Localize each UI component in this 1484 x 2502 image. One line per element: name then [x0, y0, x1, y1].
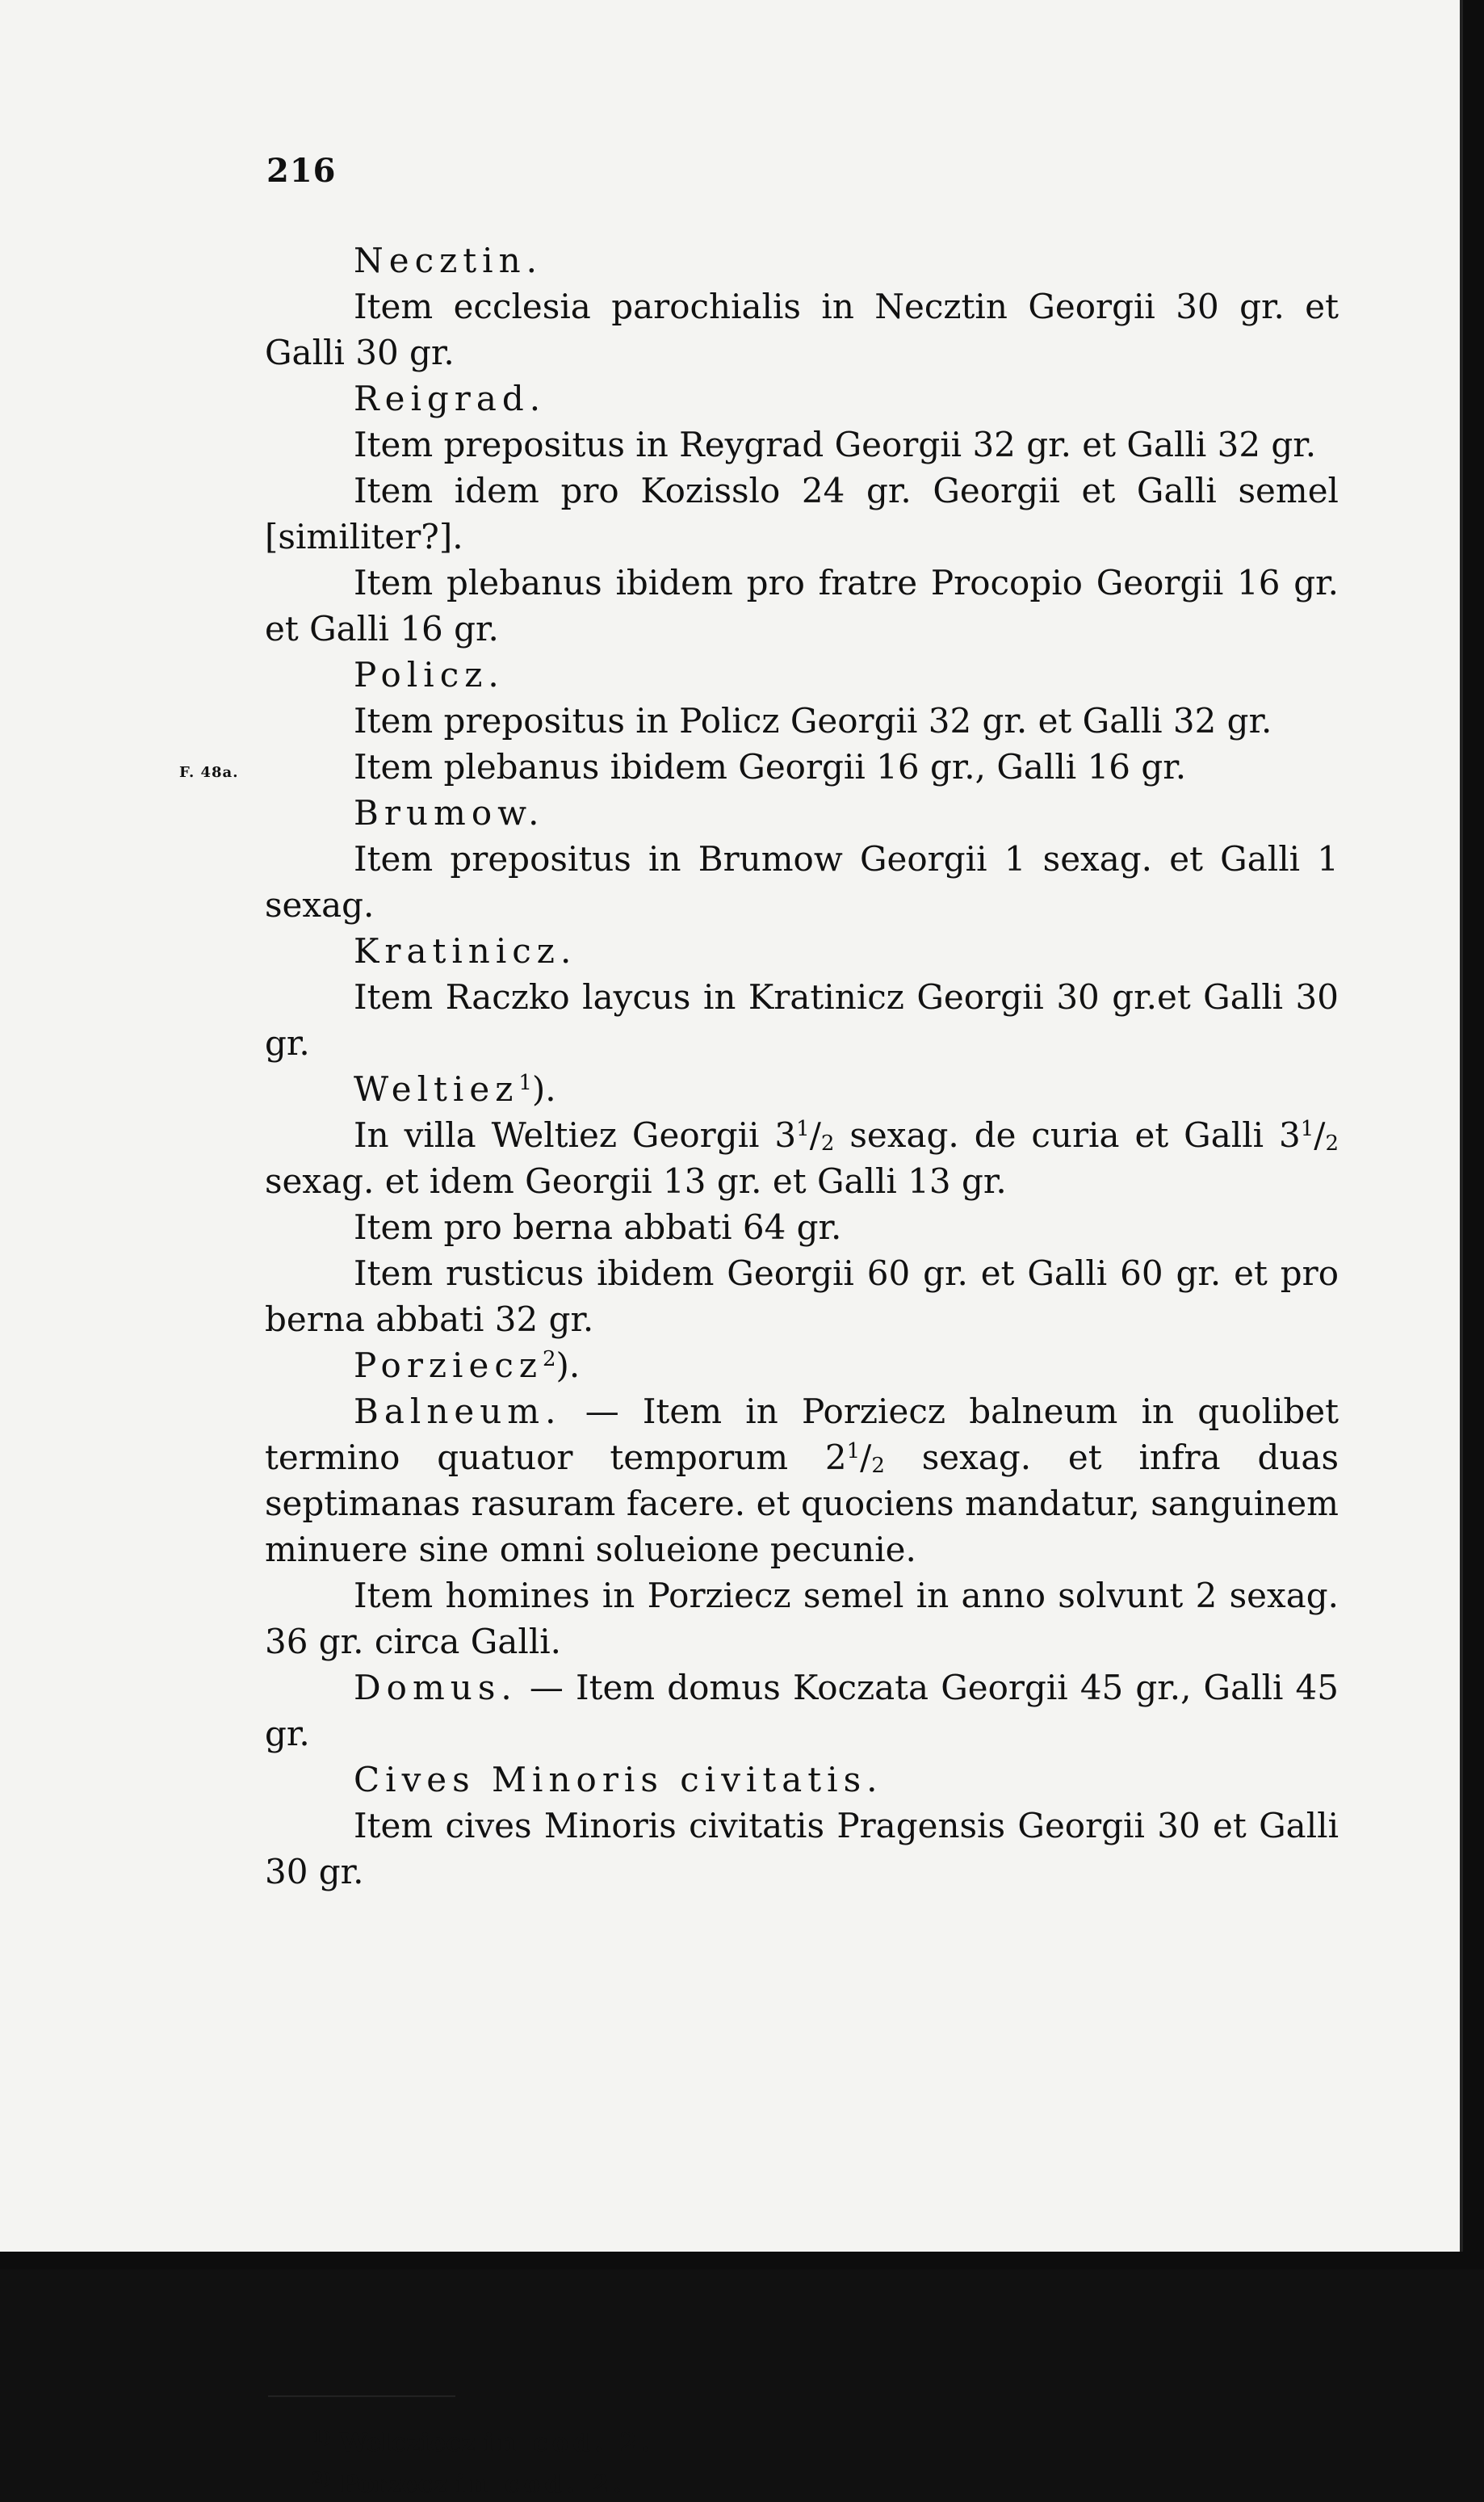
heading-porziecz-title: Porziecz: [354, 1345, 543, 1385]
footnotes: [312, 2420, 654, 2502]
footnote-mark-paren: ): [323, 2468, 332, 2488]
footnote-ref-2: 2: [543, 1347, 556, 1371]
footnote-mark-number: 1: [312, 2427, 324, 2447]
scan-edge-right: [1463, 0, 1484, 2269]
footnote-text: Porzecz: [339, 2470, 456, 2499]
fraction-slash: /: [860, 1438, 872, 1477]
entry-porziecz-domus: [265, 1665, 1339, 1757]
entry-porziecz-2: Item homines in Porziecz semel in anno solvunt 2 sexag. 36 gr. circa Galli.: [265, 1576, 1339, 1661]
entry-necztin-1: Item ecclesia parochialis in Necztin Georgii 30 gr. et Galli 30 gr.: [265, 287, 1339, 372]
domus-label: Domus.: [354, 1668, 518, 1707]
footnote-1: [312, 2420, 654, 2461]
footnote-text: Welcziecz: [339, 2429, 484, 2458]
balneum-text-a: — Item in Porziecz balneum in quolibet termino quatuor temporum 2: [265, 1392, 1339, 1477]
entry-reigrad-3: Item plebanus ibidem pro fratre Procopio Georgii 16 gr. et Galli 16 gr.: [265, 563, 1339, 649]
fraction-denominator: 2: [820, 1131, 835, 1156]
entry-brumow-1: Item prepositus in Brumow Georgii 1 sexag. et Galli 1 sexag.: [265, 839, 1339, 925]
entry-policz-2: Item plebanus ibidem Georgii 16 gr., Galli 16 gr.: [354, 747, 1187, 787]
page-number: 216: [266, 152, 337, 190]
domus-text: — Item domus Koczata Georgii 45 gr., Galli 45 gr.: [265, 1668, 1339, 1753]
balneum-label: Balneum.: [354, 1392, 562, 1431]
entry-weltiez-2: Item pro berna abbati 64 gr.: [354, 1207, 842, 1247]
main-text: [265, 237, 1339, 1895]
heading-cives: Cives Minoris civitatis.: [354, 1760, 883, 1799]
entry-policz-1: Item prepositus in Policz Georgii 32 gr. et Galli 32 gr.: [354, 701, 1272, 741]
heading-porziecz: [265, 1342, 1339, 1388]
scan-edge-bottom: [0, 2252, 1484, 2269]
entry-weltiez-1-b: sexag. de curia et Galli 3: [834, 1115, 1301, 1155]
fraction-numerator: 1: [796, 1117, 810, 1141]
footnote-mark-number: 2: [312, 2468, 324, 2488]
footnote-code: in cod. 2.: [455, 2470, 626, 2499]
entry-reigrad-1: Item prepositus in Reygrad Georgii 32 gr. et Galli 32 gr.: [354, 425, 1317, 464]
entry-kratinicz-1: Item Raczko laycus in Kratinicz Georgii 30 gr.et Galli 30 gr.: [265, 977, 1339, 1063]
footnote-divider: [268, 2395, 455, 2397]
heading-necztin: Necztin.: [354, 241, 543, 280]
entry-weltiez-1-a: In villa Weltiez Georgii 3: [354, 1115, 797, 1155]
entry-reigrad-2: Item idem pro Kozisslo 24 gr. Georgii et Galli semel [similiter?].: [265, 471, 1339, 556]
heading-weltiez: [265, 1066, 1339, 1112]
footnote-mark: [312, 2427, 332, 2447]
heading-weltiez-title: Weltiez: [354, 1069, 519, 1109]
footnote-mark-paren: ): [323, 2427, 332, 2447]
heading-reigrad: Reigrad.: [354, 379, 547, 418]
fraction-slash: /: [1314, 1115, 1326, 1155]
fraction-denominator: 2: [871, 1454, 885, 1478]
entry-weltiez-3: Item rusticus ibidem Georgii 60 gr. et Galli 60 gr. et pro berna abbati 32 gr.: [265, 1253, 1339, 1339]
entry-weltiez-1: [265, 1112, 1339, 1204]
heading-weltiez-suffix: ).: [531, 1069, 556, 1109]
fraction-slash: /: [809, 1115, 821, 1155]
heading-kratinicz: Kratinicz.: [354, 931, 577, 971]
margin-note: F. 48a.: [179, 764, 239, 781]
fraction-denominator: 2: [1325, 1131, 1339, 1156]
heading-porziecz-suffix: ).: [555, 1345, 581, 1385]
footnote-code: in cod. 2.: [484, 2429, 654, 2458]
fraction-numerator: 1: [846, 1439, 861, 1463]
entry-weltiez-1-c: sexag. et idem Georgii 13 gr. et Galli 13 gr.: [265, 1161, 1007, 1201]
balneum-text-b: sexag. et infra duas septimanas rasuram facere. et quociens mandatur, sanguinem minuere sine omni solueione pecunie.: [265, 1438, 1339, 1569]
heading-policz: Policz.: [354, 655, 505, 695]
footnote-2: [312, 2461, 654, 2502]
footnote-ref-1: 1: [518, 1071, 532, 1095]
heading-brumow: Brumow.: [354, 793, 545, 833]
footnote-mark: [312, 2468, 332, 2488]
fraction-numerator: 1: [1300, 1117, 1314, 1141]
entry-porziecz-balneum: [265, 1388, 1339, 1572]
entry-cives-1: Item cives Minoris civitatis Pragensis Georgii 30 et Galli 30 gr.: [265, 1806, 1339, 1891]
